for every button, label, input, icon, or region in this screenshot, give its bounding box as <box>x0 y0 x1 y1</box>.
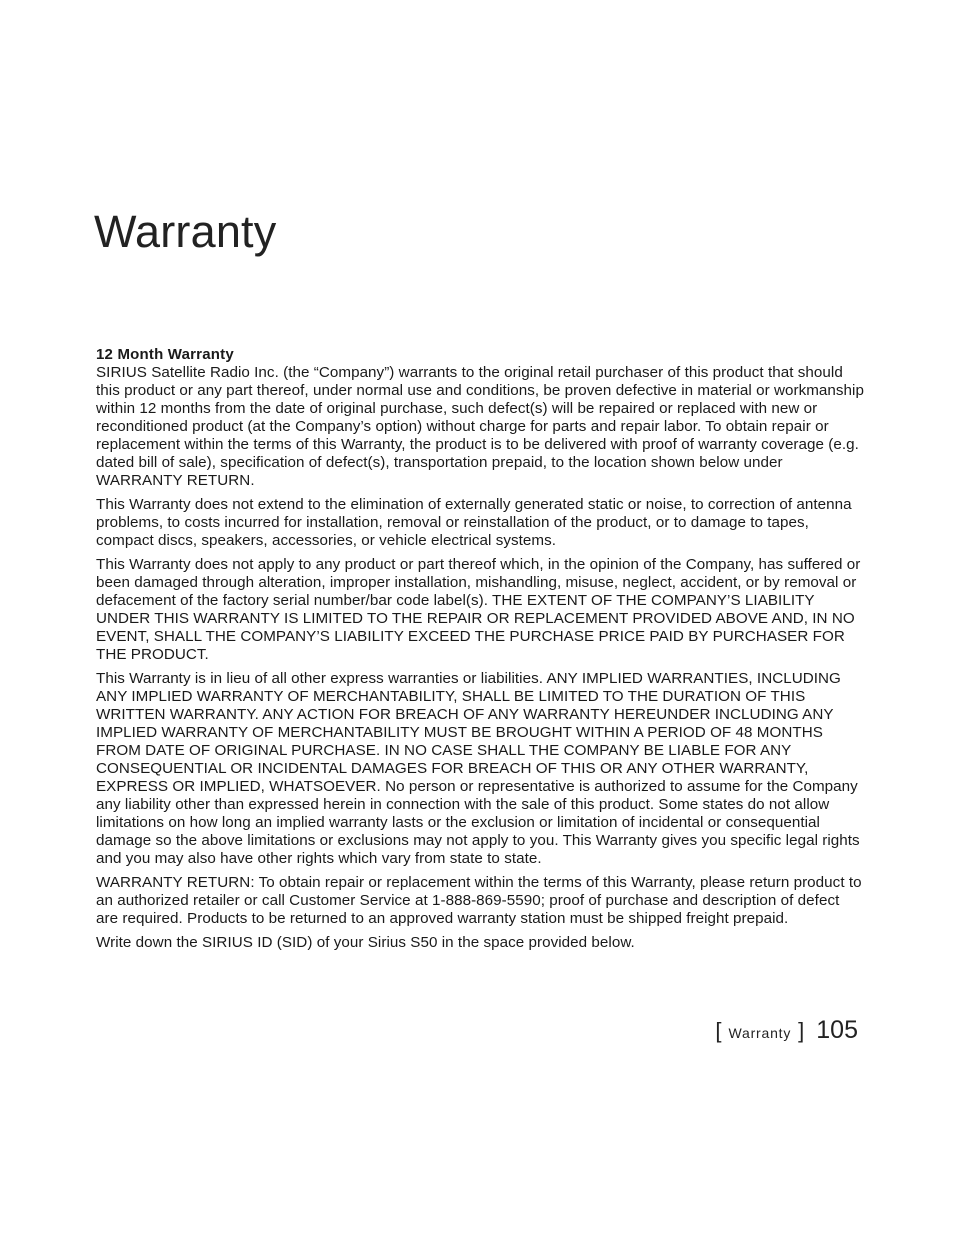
paragraph-warranty-return: WARRANTY RETURN: To obtain repair or replacement within the terms of this Warranty, please return product to an authorized retailer or call Customer Service at 1-888-869-5590; proof of purchase and description of defect are required. Products to be returned to an approved warranty station must be shipped freight prepaid. <box>96 874 862 927</box>
paragraph-exclusions: This Warranty does not extend to the elimination of externally generated static or noise, to correction of antenna problems, to costs incurred for installation, removal or reinstallation of the product, or to damage to tapes, compact discs, speakers, accessories, or vehicle electrical systems. <box>96 496 852 549</box>
page-title: Warranty <box>94 206 277 257</box>
paragraph-sid-note: Write down the SIRIUS ID (SID) of your Sirius S50 in the space provided below. <box>96 934 635 951</box>
paragraph-warranty-terms: SIRIUS Satellite Radio Inc. (the “Company”) warrants to the original retail purchaser of this product that should this product or any part thereof, under normal use and conditions, be proven defective in material or workmanship within 12 months from the date of original purchase, such defect(s) will be repaired or replaced with new or reconditioned product (at the Company’s option) without charge for parts and repair labor. To obtain repair or replacement within the terms of this Warranty, the product is to be delivered with proof of warranty coverage (e.g. dated bill of sale), specification of defect(s), transportation prepaid, to the location shown below under WARRANTY RETURN. <box>96 364 864 489</box>
footer-bracket-close: ] <box>798 1018 805 1043</box>
warranty-body <box>96 345 864 958</box>
paragraph-liability-limit: This Warranty does not apply to any product or part thereof which, in the opinion of the Company, has suffered or been damaged through alteration, improper installation, mishandling, misuse, neglect, accident, or by removal or defacement of the factory serial number/bar code label(s). THE EXTENT OF THE COMPANY’S LIABILITY UNDER THIS WARRANTY IS LIMITED TO THE REPAIR OR REPLACEMENT PROVIDED ABOVE AND, IN NO EVENT, SHALL THE COMPANY’S LIABILITY EXCEED THE PURCHASE PRICE PAID BY PURCHASER FOR THE PRODUCT. <box>96 556 861 663</box>
paragraph-implied-warranties: This Warranty is in lieu of all other express warranties or liabilities. ANY IMPLIED WARRANTIES, INCLUDING ANY IMPLIED WARRANTY OF MERCHANTABILITY, SHALL BE LIMITED TO THE DURATION OF THIS WRITTEN WARRANTY. ANY ACTION FOR BREACH OF ANY WARRANTY HEREUNDER INCLUDING ANY IMPLIED WARRANTY OF MERCHANTABILITY MUST BE BROUGHT WITHIN A PERIOD OF 48 MONTHS FROM DATE OF ORIGINAL PURCHASE. IN NO CASE SHALL THE COMPANY BE LIABLE FOR ANY CONSEQUENTIAL OR INCIDENTAL DAMAGES FOR BREACH OF THIS OR ANY OTHER WARRANTY, EXPRESS OR IMPLIED, WHATSOEVER. No person or representative is authorized to assume for the Company any liability other than expressed herein in connection with the sale of this product. Some states do not allow limitations on how long an implied warranty lasts or the exclusion or limitation of incidental or consequential damage so the above limitations or exclusions may not apply to you. This Warranty gives you specific legal rights and you may also have other rights which vary from state to state. <box>96 670 860 867</box>
page-number: 105 <box>816 1016 858 1044</box>
page-footer <box>715 1016 858 1046</box>
footer-bracket-open: [ <box>715 1018 722 1043</box>
footer-section-label: Warranty <box>728 1025 792 1041</box>
section-heading: 12 Month Warranty <box>96 346 234 363</box>
